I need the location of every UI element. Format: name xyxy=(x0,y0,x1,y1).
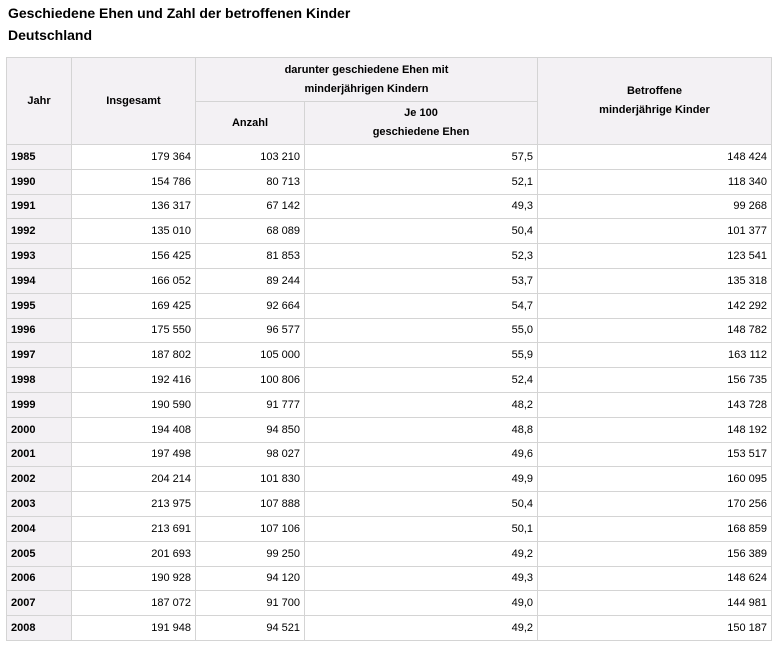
table-row xyxy=(7,145,772,170)
header-insgesamt: Insgesamt xyxy=(72,58,196,145)
table-row xyxy=(7,591,772,616)
cell-insgesamt: 201 693 xyxy=(72,541,196,566)
cell-kinder: 148 624 xyxy=(538,566,772,591)
table-row xyxy=(7,293,772,318)
header-darunter-line1: darunter geschiedene Ehen mit xyxy=(284,63,449,76)
cell-insgesamt: 187 072 xyxy=(72,591,196,616)
cell-anzahl: 94 521 xyxy=(196,616,305,641)
cell-insgesamt: 213 691 xyxy=(72,516,196,541)
cell-kinder: 142 292 xyxy=(538,293,772,318)
cell-kinder: 123 541 xyxy=(538,244,772,269)
cell-je100: 57,5 xyxy=(305,145,538,170)
cell-insgesamt: 187 802 xyxy=(72,343,196,368)
cell-insgesamt: 135 010 xyxy=(72,219,196,244)
cell-jahr: 2004 xyxy=(7,516,72,541)
table-row xyxy=(7,244,772,269)
cell-je100: 49,6 xyxy=(305,442,538,467)
cell-jahr: 1992 xyxy=(7,219,72,244)
cell-kinder: 148 424 xyxy=(538,145,772,170)
cell-insgesamt: 154 786 xyxy=(72,169,196,194)
cell-je100: 50,4 xyxy=(305,219,538,244)
cell-kinder: 150 187 xyxy=(538,616,772,641)
cell-insgesamt: 192 416 xyxy=(72,368,196,393)
cell-jahr: 2005 xyxy=(7,541,72,566)
cell-kinder: 143 728 xyxy=(538,392,772,417)
header-jahr: Jahr xyxy=(7,58,72,145)
cell-anzahl: 101 830 xyxy=(196,467,305,492)
cell-kinder: 99 268 xyxy=(538,194,772,219)
cell-anzahl: 98 027 xyxy=(196,442,305,467)
header-betroffene-line1: Betroffene xyxy=(626,85,682,97)
cell-jahr: 1994 xyxy=(7,268,72,293)
cell-jahr: 2008 xyxy=(7,616,72,641)
cell-jahr: 1985 xyxy=(7,145,72,170)
cell-anzahl: 105 000 xyxy=(196,343,305,368)
cell-insgesamt: 194 408 xyxy=(72,417,196,442)
cell-anzahl: 94 120 xyxy=(196,566,305,591)
cell-anzahl: 96 577 xyxy=(196,318,305,343)
table-row xyxy=(7,194,772,219)
cell-insgesamt: 179 364 xyxy=(72,145,196,170)
header-anzahl: Anzahl xyxy=(196,102,305,145)
cell-anzahl: 89 244 xyxy=(196,268,305,293)
cell-je100: 55,9 xyxy=(305,343,538,368)
cell-jahr: 1996 xyxy=(7,318,72,343)
header-je100 xyxy=(305,102,538,145)
cell-kinder: 156 389 xyxy=(538,541,772,566)
cell-je100: 49,2 xyxy=(305,616,538,641)
cell-kinder: 156 735 xyxy=(538,368,772,393)
cell-insgesamt: 156 425 xyxy=(72,244,196,269)
cell-jahr: 2006 xyxy=(7,566,72,591)
cell-je100: 55,0 xyxy=(305,318,538,343)
cell-kinder: 148 782 xyxy=(538,318,772,343)
cell-kinder: 135 318 xyxy=(538,268,772,293)
table-row xyxy=(7,343,772,368)
cell-kinder: 118 340 xyxy=(538,169,772,194)
table-row xyxy=(7,541,772,566)
cell-kinder: 163 112 xyxy=(538,343,772,368)
table-row xyxy=(7,516,772,541)
cell-anzahl: 81 853 xyxy=(196,244,305,269)
cell-kinder: 101 377 xyxy=(538,219,772,244)
cell-insgesamt: 166 052 xyxy=(72,268,196,293)
cell-jahr: 1998 xyxy=(7,368,72,393)
cell-kinder: 170 256 xyxy=(538,492,772,517)
cell-je100: 54,7 xyxy=(305,293,538,318)
table-row xyxy=(7,566,772,591)
cell-anzahl: 68 089 xyxy=(196,219,305,244)
header-darunter xyxy=(196,58,538,102)
cell-anzahl: 67 142 xyxy=(196,194,305,219)
cell-je100: 49,3 xyxy=(305,566,538,591)
cell-anzahl: 103 210 xyxy=(196,145,305,170)
cell-insgesamt: 197 498 xyxy=(72,442,196,467)
header-je100-line1: Je 100 xyxy=(404,107,438,119)
cell-je100: 50,1 xyxy=(305,516,538,541)
table-row xyxy=(7,467,772,492)
cell-insgesamt: 191 948 xyxy=(72,616,196,641)
table-row xyxy=(7,219,772,244)
table-row xyxy=(7,368,772,393)
cell-jahr: 2007 xyxy=(7,591,72,616)
table-row xyxy=(7,492,772,517)
cell-jahr: 1991 xyxy=(7,194,72,219)
cell-je100: 49,2 xyxy=(305,541,538,566)
cell-kinder: 148 192 xyxy=(538,417,772,442)
cell-anzahl: 80 713 xyxy=(196,169,305,194)
cell-je100: 50,4 xyxy=(305,492,538,517)
cell-kinder: 168 859 xyxy=(538,516,772,541)
cell-anzahl: 91 700 xyxy=(196,591,305,616)
cell-kinder: 153 517 xyxy=(538,442,772,467)
cell-je100: 48,8 xyxy=(305,417,538,442)
cell-je100: 49,3 xyxy=(305,194,538,219)
cell-kinder: 160 095 xyxy=(538,467,772,492)
cell-je100: 53,7 xyxy=(305,268,538,293)
cell-kinder: 144 981 xyxy=(538,591,772,616)
header-betroffene-line2: minderjährige Kinder xyxy=(599,104,710,116)
page-title: Geschiedene Ehen und Zahl der betroffenen Kinder xyxy=(8,5,351,21)
table-body xyxy=(7,145,772,641)
table-row xyxy=(7,616,772,641)
cell-jahr: 2000 xyxy=(7,417,72,442)
cell-je100: 49,9 xyxy=(305,467,538,492)
cell-insgesamt: 190 928 xyxy=(72,566,196,591)
table-row xyxy=(7,417,772,442)
cell-jahr: 1997 xyxy=(7,343,72,368)
cell-anzahl: 92 664 xyxy=(196,293,305,318)
cell-anzahl: 99 250 xyxy=(196,541,305,566)
cell-insgesamt: 190 590 xyxy=(72,392,196,417)
cell-jahr: 1990 xyxy=(7,169,72,194)
cell-insgesamt: 204 214 xyxy=(72,467,196,492)
table-row xyxy=(7,442,772,467)
table-row xyxy=(7,268,772,293)
table-row xyxy=(7,169,772,194)
cell-jahr: 1995 xyxy=(7,293,72,318)
table-row xyxy=(7,392,772,417)
cell-je100: 49,0 xyxy=(305,591,538,616)
cell-anzahl: 107 106 xyxy=(196,516,305,541)
cell-jahr: 1999 xyxy=(7,392,72,417)
cell-jahr: 1993 xyxy=(7,244,72,269)
cell-jahr: 2001 xyxy=(7,442,72,467)
cell-je100: 52,1 xyxy=(305,169,538,194)
cell-je100: 52,4 xyxy=(305,368,538,393)
header-betroffene xyxy=(538,58,772,145)
cell-insgesamt: 169 425 xyxy=(72,293,196,318)
cell-anzahl: 94 850 xyxy=(196,417,305,442)
cell-insgesamt: 213 975 xyxy=(72,492,196,517)
cell-jahr: 2002 xyxy=(7,467,72,492)
cell-anzahl: 100 806 xyxy=(196,368,305,393)
cell-je100: 52,3 xyxy=(305,244,538,269)
cell-jahr: 2003 xyxy=(7,492,72,517)
cell-je100: 48,2 xyxy=(305,392,538,417)
table-header xyxy=(7,58,772,145)
data-table xyxy=(6,57,772,641)
cell-insgesamt: 136 317 xyxy=(72,194,196,219)
cell-insgesamt: 175 550 xyxy=(72,318,196,343)
page-subtitle: Deutschland xyxy=(8,27,93,43)
header-je100-line2: geschiedene Ehen xyxy=(372,126,470,138)
table-row xyxy=(7,318,772,343)
cell-anzahl: 107 888 xyxy=(196,492,305,517)
header-darunter-line2: minderjährigen Kindern xyxy=(304,82,429,95)
cell-anzahl: 91 777 xyxy=(196,392,305,417)
